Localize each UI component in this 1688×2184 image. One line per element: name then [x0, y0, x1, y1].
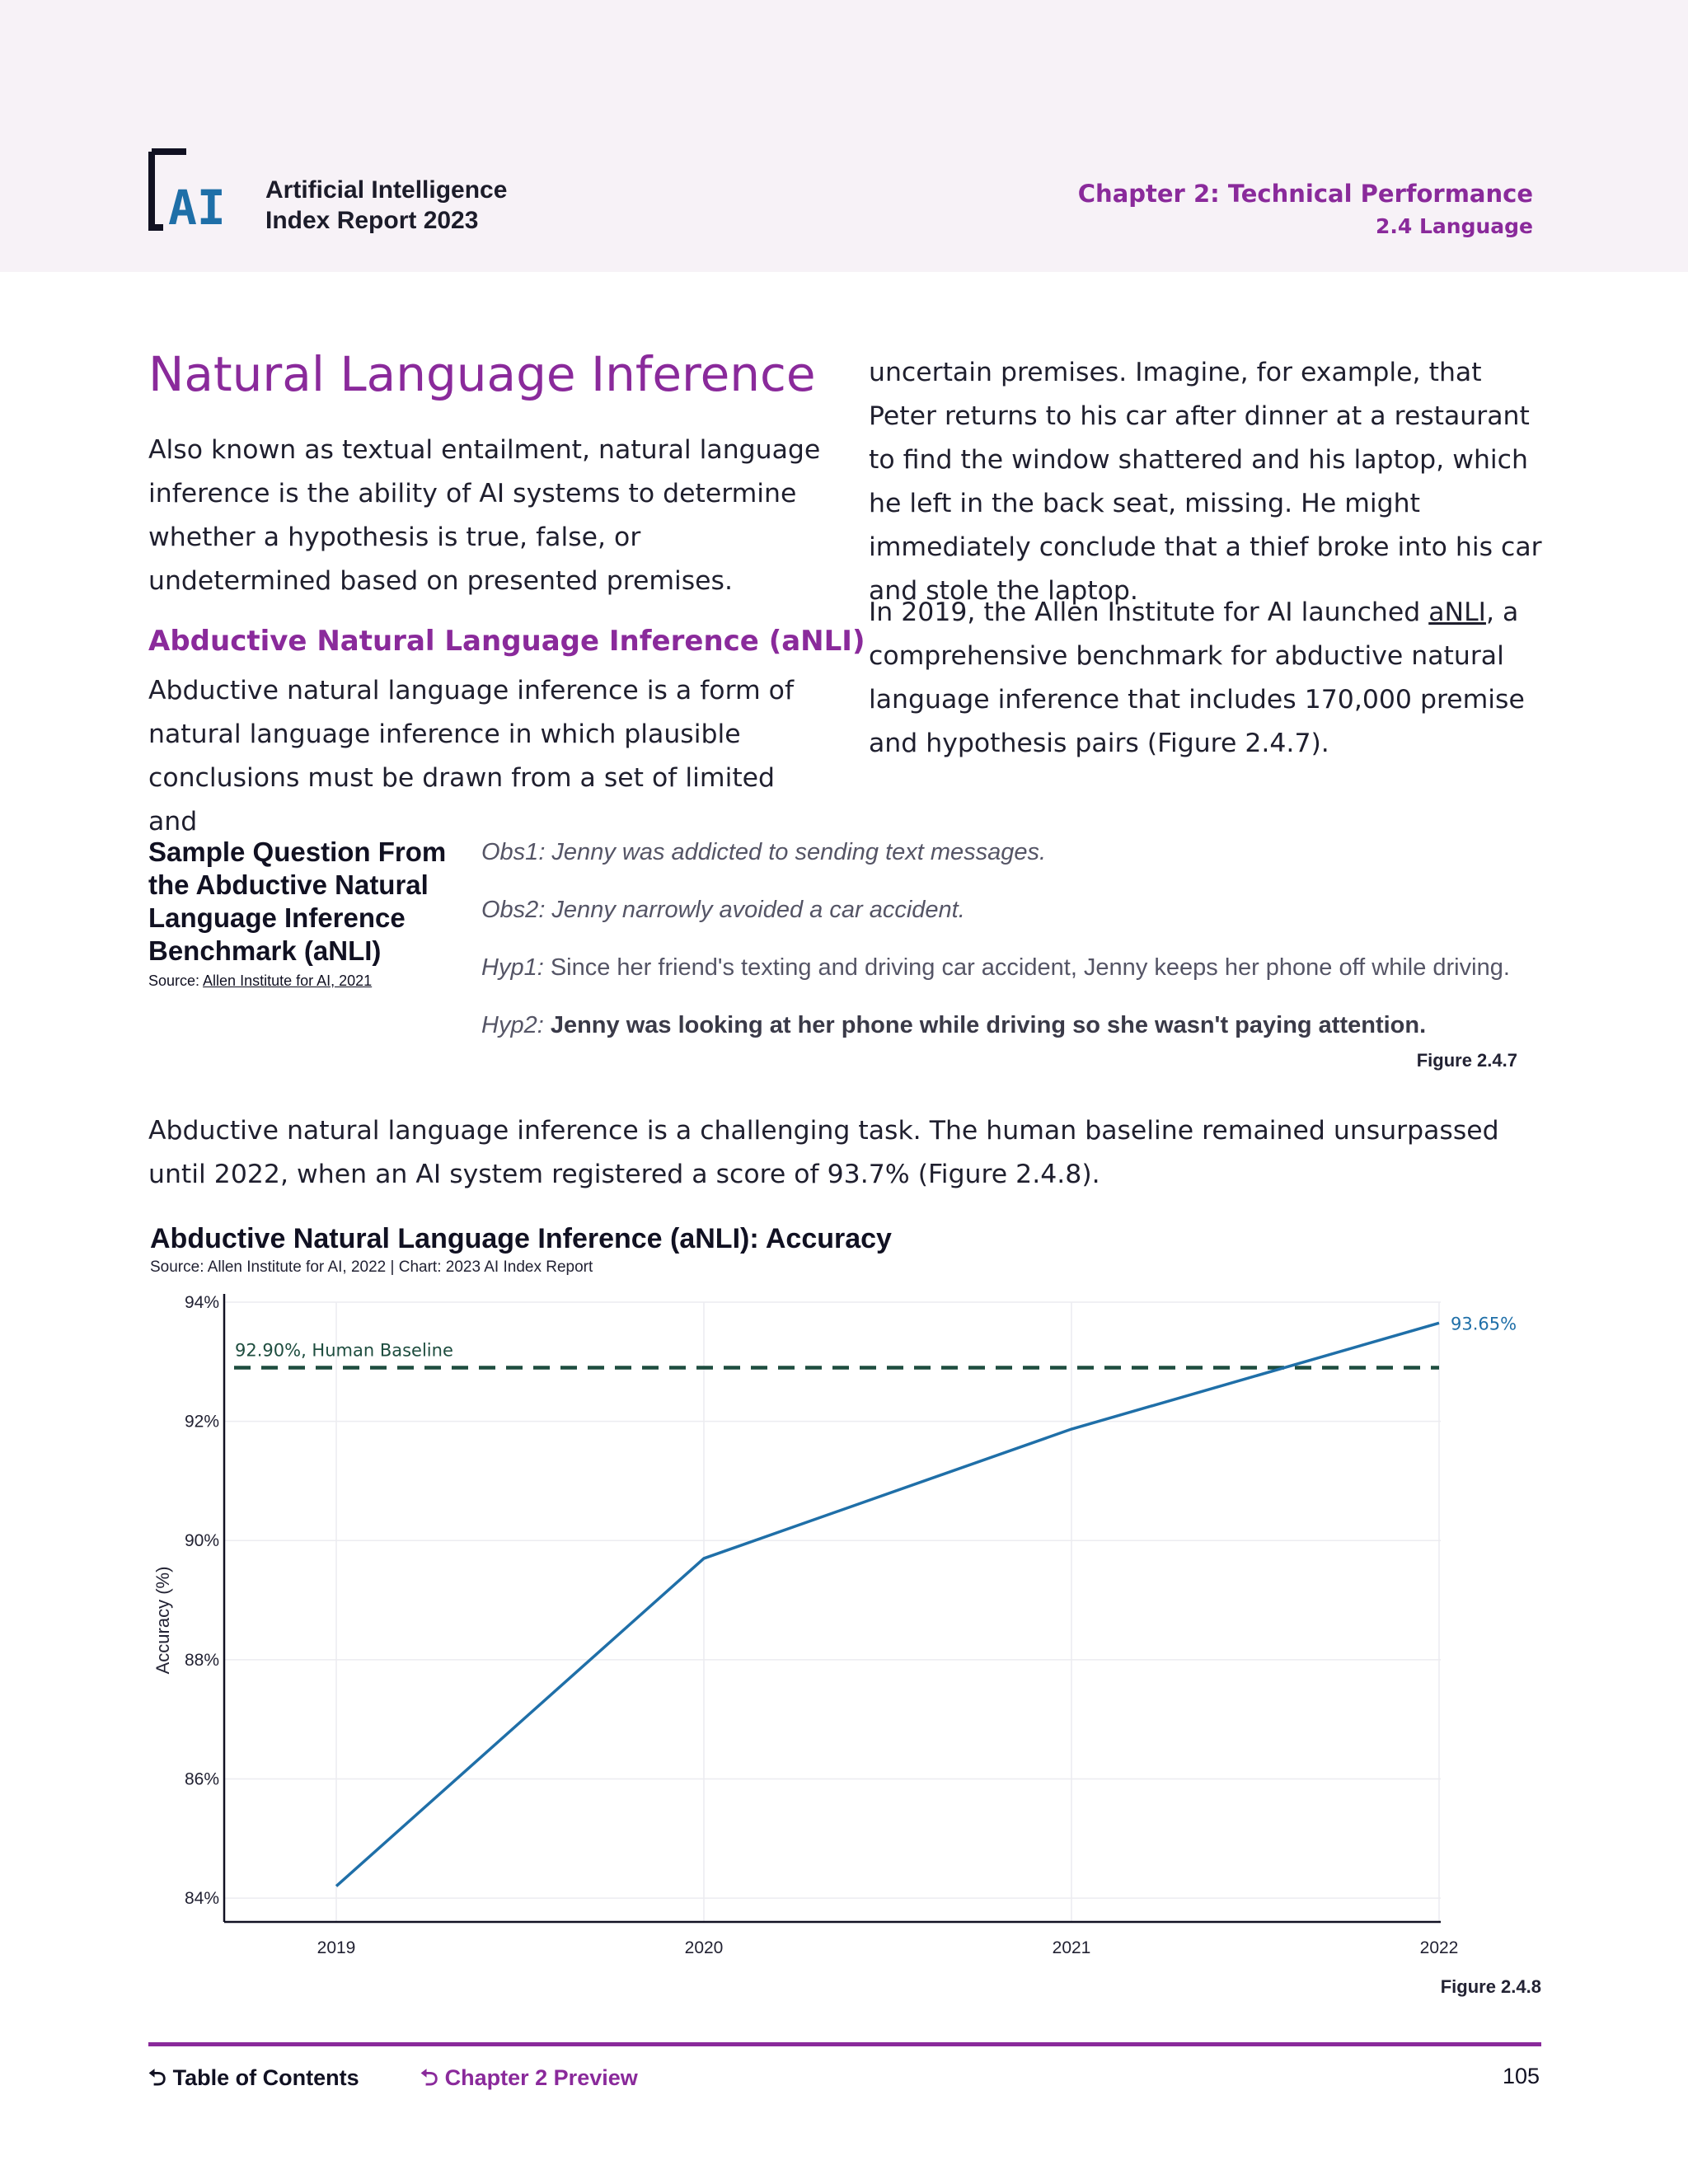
obs2-text: Jenny narrowly avoided a car accident.	[545, 897, 965, 923]
obs1-line	[481, 839, 1046, 866]
anli-rest-text: , a comprehensive benchmark for abductive natural language inference that includes 170,000 premise and hypothesis pairs (Figure 2.4.7).	[869, 598, 1525, 758]
chart-title: Abductive Natural Language Inference (aNLI): Accuracy	[150, 1223, 892, 1254]
x-tick-label: 2019	[316, 1938, 356, 1957]
chapter-preview-link[interactable]	[420, 2062, 638, 2100]
ai-index-logo	[148, 148, 239, 231]
accuracy-series-line	[336, 1323, 1439, 1886]
preview-label: Chapter 2 Preview	[444, 2065, 638, 2090]
page-title: Natural Language Inference	[148, 346, 816, 402]
obs1-label: Obs1:	[481, 839, 546, 865]
results-paragraph: Abductive natural language inference is a challenging task. The human baseline remained unsurpassed until 2022, when an AI system registered a score of 93.7% (Figure 2.4.8).	[148, 1116, 1499, 1189]
chapter-section: 2.4 Language	[1375, 214, 1533, 238]
hyp1-line	[481, 954, 1510, 982]
y-tick-label: 86%	[184, 1769, 219, 1789]
obs2-line	[481, 897, 965, 924]
hyp1-text: Since her friend's texting and driving car accident, Jenny keeps her phone off while driving.	[543, 954, 1510, 981]
report-name-line1: Artificial Intelligence	[265, 176, 508, 204]
logo-ai-text: AI	[168, 180, 226, 231]
chart-source: Source: Allen Institute for AI, 2022 | Chart: 2023 AI Index Report	[150, 1258, 593, 1276]
chapter-title: Chapter 2: Technical Performance	[1077, 180, 1533, 208]
anli-link[interactable]: aNLI	[1428, 598, 1486, 627]
obs2-label: Obs2:	[481, 897, 546, 923]
y-tick-label: 92%	[184, 1412, 219, 1432]
toc-label: Table of Contents	[172, 2065, 359, 2090]
y-tick-label: 94%	[184, 1293, 219, 1312]
x-tick-label: 2020	[684, 1938, 724, 1957]
hyp2-text: Jenny was looking at her phone while driving so she wasn't paying attention.	[543, 1012, 1427, 1038]
sample-question-title: Sample Question From the Abductive Natural Language Inference Benchmark (aNLI)	[148, 837, 447, 966]
footer-divider	[148, 2042, 1541, 2046]
x-tick-label: 2022	[1419, 1938, 1459, 1957]
human-baseline-label: 92.90%, Human Baseline	[235, 1340, 453, 1361]
anli-intro-text: In 2019, the Allen Institute for AI launched	[869, 598, 1429, 627]
right-body-paragraph-1: uncertain premises. Imagine, for example, that Peter returns to his car after dinner at a restaurant to find the window shattered and his laptop, which he left in the back seat, missing. He might immediately conclude that a thief broke into his car and stole the laptop.	[869, 358, 1542, 606]
page-number: 105	[1502, 2064, 1540, 2088]
return-arrow-icon: ⮌	[148, 2065, 166, 2090]
end-value-label: 93.65%	[1451, 1314, 1517, 1334]
intro-paragraph: Also known as textual entailment, natural language inference is the ability of AI systems to determine whether a hypothesis is true, false, or undetermined based on presented premises.	[148, 435, 821, 596]
y-tick-label: 84%	[184, 1889, 219, 1909]
return-arrow-icon: ⮌	[420, 2065, 438, 2090]
report-name-line2: Index Report 2023	[265, 207, 479, 234]
y-tick-label: 90%	[184, 1531, 219, 1551]
chapter-heading	[1078, 180, 1533, 238]
y-axis-title: Accuracy (%)	[152, 1566, 173, 1675]
hyp2-label: Hyp2:	[481, 1012, 544, 1038]
x-tick-label: 2021	[1052, 1938, 1091, 1957]
sample-source-prefix: Source:	[148, 972, 204, 989]
figure-label-2-4-7: Figure 2.4.7	[1416, 1050, 1517, 1071]
sample-source	[148, 972, 372, 990]
table-of-contents-link[interactable]	[148, 2062, 359, 2100]
right-body-paragraph-2	[869, 591, 1553, 766]
hyp2-line	[481, 1012, 1426, 1039]
left-body-paragraph: Abductive natural language inference is a form of natural language inference in which plausible conclusions must be drawn from a set of limited and	[148, 676, 795, 837]
section-subtitle: Abductive Natural Language Inference (aNLI)	[148, 625, 865, 658]
y-tick-label: 88%	[184, 1650, 219, 1670]
hyp1-label: Hyp1:	[481, 954, 544, 981]
obs1-text: Jenny was addicted to sending text messages.	[545, 839, 1047, 865]
figure-label-2-4-8: Figure 2.4.8	[1440, 1976, 1541, 1997]
sample-source-link[interactable]: Allen Institute for AI, 2021	[203, 972, 373, 989]
report-name	[265, 175, 507, 236]
